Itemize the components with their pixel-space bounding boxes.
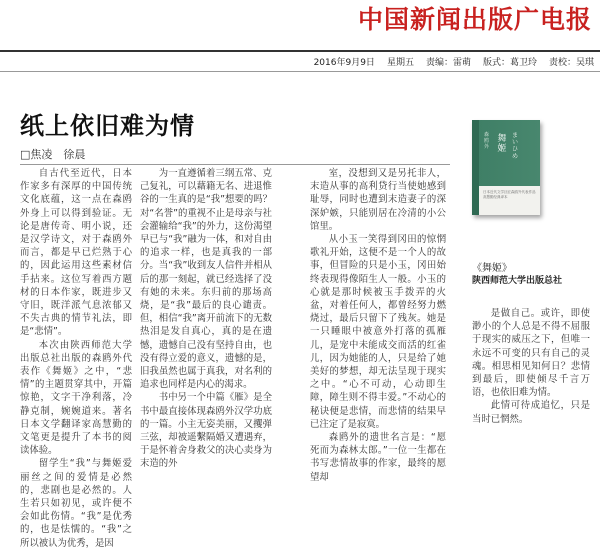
paragraph: 本次由陕西师范大学出版总社出版的森鸥外代表作《舞姬》之中，“悲情”的主题贯穿其中，开篇惊艳，文字干净利落，冷静克制，婉婉道来。著名日本文学翻译家高慧勤的文笔更是提升了本书的阅读体验。 — [20, 339, 132, 457]
paragraph: 自古代至近代，日本作家多有深厚的中国传统文化底蕴，这一点在森鸥外身上可以得到验证。无论是唐传奇、明小说，还是汉学诗文，对于森鸥外而言，都是早已烂熟于心的，因此运用这些素材信手拈来。这位写着西方题材的日本作家，既进步又守旧，既洋派气息浓郁又不失古典的情节礼法，即是“悲情”。 — [20, 168, 132, 338]
paragraph: 是做自己。或许，即使渺小的个人总是不得不屈服于现实的威压之下，但唯一永远不可变的只有自己的灵魂。相思相见知何日？悲情到最后，即使倾尽千言万语，也依旧难为情。 — [472, 308, 590, 399]
book-band-text: 日本近代文学巨匠森鸥外代表作品 高慧勤经典译本 — [483, 190, 536, 199]
article-headline: 纸上依旧难为情 — [20, 112, 195, 140]
paragraph: 室，没想到又是另托非人，末造从事的高利贷行当使她感到耻辱，同时也遭到末造妻子的深深妒嫉，只能别居在冷清的小公馆里。 — [310, 168, 446, 232]
book-caption — [472, 263, 590, 287]
proofreader-credit: 责校：吴琪 — [548, 58, 594, 68]
paragraph: 留学生“我”与舞姬爱丽丝之间的爱情是必然的，悲剧也是必然的。人生若只如初见，或许便不会如此伤情。“我”是优秀的，也是怯懦的。“我”之所以被认为优秀，是因 — [20, 458, 132, 549]
paragraph: 书中另一个中篇《雁》是全书中最直接体现森鸥外汉学功底的一篇。小主无姿美丽，又攫弹三弦，却被遥繫隔婚又遭遇弃，于是怀着舍身救父的决心卖身为末造的外 — [140, 392, 272, 470]
paragraph: 为一直遵循着三纲五常、克己复礼，可以藉籍无名、进退惟谷的一生真的是“我”想要的吗？对“名誉”的重视不止是母亲与社会灌输给“我”的外力，这份渴望早已与“我”融为一体，和对自由的追求一样，也是真我的一部分。当“我”收到友人信件并相从后的那一刻起，就已经选择了没有她的未来。东归前的那场高烧，是“我”最后的良心谴责。但，相信“我”离开前流下的无数热泪是发自真心，真的是在遗憾，遗憾自己没有坚持自由，也没有得立爱的意义，遗憾的是，旧我虽然也属于真我，对名利的追求也同样是内心的渴求。 — [140, 168, 272, 391]
book-caption-publisher: 陕西师范大学出版总社 — [472, 276, 563, 286]
issue-weekday: 星期五 — [386, 58, 414, 68]
paragraph: 此情可待成追忆，只是当时已惘然。 — [472, 400, 590, 425]
text-column-1 — [20, 167, 132, 549]
text-column-2 — [140, 167, 272, 470]
article-byline: □焦凌 徐晨 — [20, 148, 86, 161]
book-cover-image — [472, 120, 540, 215]
issue-date: 2016年9月9日 — [313, 58, 375, 68]
book-spine — [472, 120, 479, 215]
book-cover-author: 森鸥外 — [484, 132, 490, 150]
book-cover-title: 舞姬 — [497, 134, 507, 154]
editor-credit: 责编：雷萌 — [425, 58, 471, 68]
masthead — [0, 0, 600, 50]
paragraph: 从小玉一笑得到冈田的惊惘歌礼开始，这便不是一个人的故事，但冒险的只是小玉，冈田始终表现得像陌生人一般。小玉的心就是那时候被玉手拨弄的火盆，对着任何人，都曾经努力燃烧过，最后只留下了残灰。她是一只睡眼中被意外打落的孤雁儿，是宠中未能成交而活的红雀儿，因为她能的人，只是给了她美好的梦想，却无法呈现于现实之中。“心不可动，心动即生障，障生则不得丰爱。”不动心的秘诀便是悲情，而悲情的结果早已注定了是寂寞。 — [310, 234, 446, 430]
text-column-4 — [472, 307, 590, 425]
designer-credit: 版式：葛卫玲 — [482, 58, 537, 68]
text-column-3 — [310, 167, 446, 483]
book-cover-band — [479, 186, 540, 215]
newspaper-logo: 中国新闻出版广电报 — [357, 5, 592, 34]
paragraph: 森鸥外的遗世名言是：“愿死而为森林太郎。”一位一生都在书写悲情故事的作家，最终的愿望却 — [310, 432, 446, 483]
page-info-bar — [0, 50, 600, 72]
divider — [20, 164, 450, 165]
book-caption-title: 《舞姬》 — [472, 263, 512, 274]
book-cover-jp-title: まいひめ — [512, 132, 519, 160]
